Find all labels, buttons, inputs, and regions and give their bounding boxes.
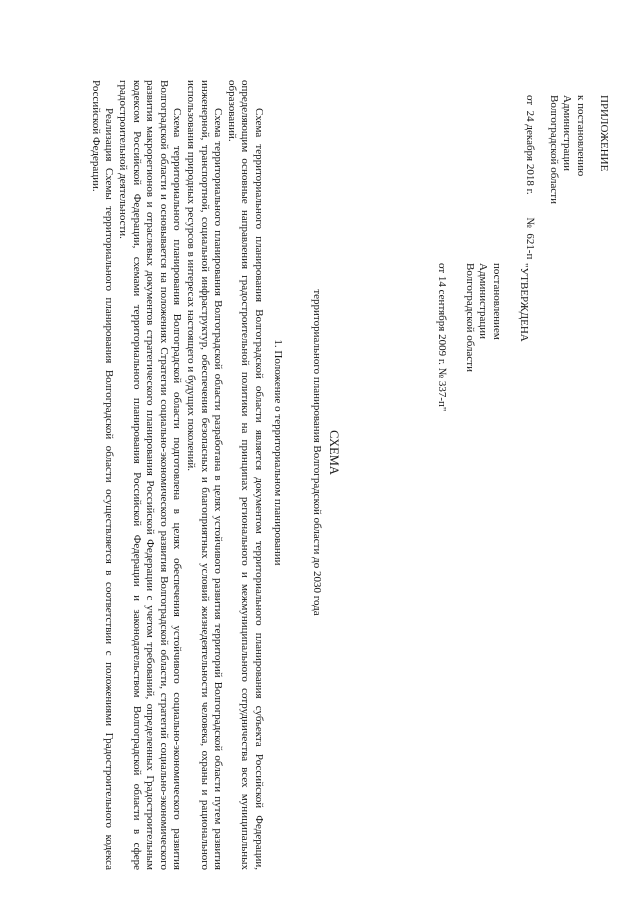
appendix-line: Волгоградской области (547, 95, 560, 204)
approved-line: Волгоградской области (463, 263, 476, 372)
approved-stamp (435, 263, 530, 411)
appendix-line: Администрации (561, 95, 574, 172)
appendix-date-row (523, 95, 536, 259)
approved-line: постановлением (490, 263, 503, 340)
appendix-line: к постановлению (574, 95, 587, 177)
appendix-label: ПРИЛОЖЕНИЕ (598, 95, 610, 172)
document-subtitle: территориального планирования Волгоградской области до 2030 года (311, 289, 323, 616)
body-paragraph: Схема территориального планирования Волгоградской области разработана в целях устойчивого развития территорий Волгоградской области путем развития инженерной, транспортной, социальной инфраструктур, обеспечения безопасных и благоприятных условий жизнедеятельности человека, охраны и рационального использования природных ресурсов в интересах настоящего и будущих поколений. (185, 80, 225, 870)
appendix-date-prefix: от (524, 95, 537, 106)
section-heading: 1. Положение о территориальном планировании (272, 339, 284, 566)
approved-label: "УТВЕРЖДЕНА (518, 263, 530, 342)
body-paragraph: Схема территориального планирования Волгоградской области подготовлена в целях обеспечения устойчивого социально-экономического развития Волгоградской области и основывается на положениях Стратегии социально-экономического развития Волгоградской области, стратегий социально-экономического развития макрорегионов и отраслевых документов стратегического планирования Российской Федерации с учетом требований, определенных Градостроительным кодексом Российской Федерации, схемами территориального планирования Российской Федерации и законодательством Волгоградской области в сфере градостроительной деятельности. (117, 80, 184, 870)
body-paragraph: Реализация Схемы территориального планирования Волгоградской области осуществляется в соответствии с положениями Градостроительного кодекса Российской Федерации. (89, 80, 116, 870)
appendix-stamp (523, 95, 610, 259)
document-title: СХЕМА (327, 430, 341, 475)
appendix-date: 24 декабря 2018 г. (524, 110, 537, 195)
appendix-number-prefix: № (524, 217, 537, 228)
appendix-number: 621-п (524, 233, 537, 260)
approved-line: Администрации (477, 263, 490, 340)
body-paragraph: Схема территориального планирования Волгоградской области является документом территориального планирования субъекта Российской Федерации, определяющим основные направления градостроительной политики на принципах регионального и межмуниципального сотрудничества всех муниципальных образований. (225, 80, 265, 870)
approved-date: от 14 сентября 2009 г. № 337-п" (436, 263, 449, 412)
document-body (88, 80, 265, 870)
